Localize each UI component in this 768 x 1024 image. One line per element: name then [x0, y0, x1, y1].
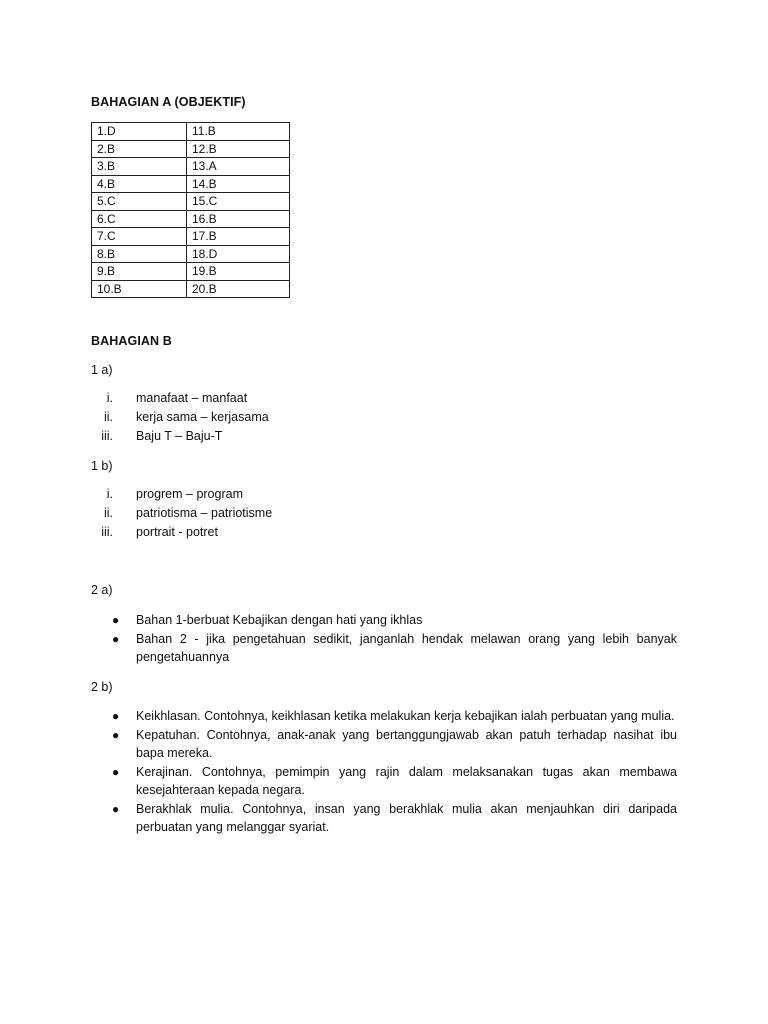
answer-cell: 6.C — [92, 210, 187, 228]
table-row — [92, 263, 290, 281]
section-b-title: BAHAGIAN B — [91, 334, 172, 348]
list-text: progrem – program — [136, 487, 243, 501]
table-row — [92, 280, 290, 298]
list-item — [91, 408, 691, 427]
objective-answer-table — [91, 122, 290, 298]
list-item — [91, 389, 691, 408]
question-2b-list — [108, 707, 677, 837]
section-a-title: BAHAGIAN A (OBJEKTIF) — [91, 95, 246, 109]
table-row — [92, 210, 290, 228]
list-text: patriotisma – patriotisme — [136, 506, 273, 520]
answer-cell: 13.A — [187, 158, 290, 176]
answer-cell: 3.B — [92, 158, 187, 176]
bullet-icon: ● — [112, 613, 120, 627]
table-row — [92, 123, 290, 141]
list-text: Bahan 2 - jika pengetahuan sedikit, janganlah hendak melawan orang yang lebih banyak pengetahuannya — [136, 631, 677, 664]
list-text: kerja sama – kerjasama — [136, 410, 269, 424]
list-number: i. — [106, 487, 113, 501]
question-1b-list — [91, 485, 691, 542]
list-number: iii. — [101, 525, 113, 539]
answer-cell: 16.B — [187, 210, 290, 228]
table-row — [92, 175, 290, 193]
question-2a-list — [108, 611, 677, 667]
list-item — [108, 726, 677, 763]
list-number: ii. — [103, 506, 113, 520]
answer-cell: 9.B — [92, 263, 187, 281]
list-text: Baju T – Baju-T — [136, 429, 223, 443]
question-2a-label: 2 a) — [91, 583, 113, 597]
bullet-icon: ● — [112, 709, 120, 723]
list-number: i. — [106, 391, 113, 405]
answer-cell: 11.B — [187, 123, 290, 141]
answer-cell: 1.D — [92, 123, 187, 141]
list-item — [108, 763, 677, 800]
list-item — [108, 707, 677, 726]
list-item — [91, 485, 691, 504]
answer-cell: 4.B — [92, 175, 187, 193]
list-item — [91, 427, 691, 446]
answer-cell: 18.D — [187, 245, 290, 263]
table-row — [92, 140, 290, 158]
list-text: manafaat – manfaat — [136, 391, 248, 405]
answer-cell: 14.B — [187, 175, 290, 193]
answer-cell: 19.B — [187, 263, 290, 281]
list-text: Bahan 1-berbuat Kebajikan dengan hati yang ikhlas — [136, 613, 423, 627]
list-text: portrait - potret — [136, 525, 218, 539]
bullet-icon: ● — [112, 801, 120, 816]
list-text: Kepatuhan. Contohnya, anak-anak yang bertanggungjawab akan patuh terhadap nasihat ibu bapa mereka. — [136, 727, 677, 760]
list-item — [108, 630, 677, 667]
list-item — [108, 800, 677, 837]
list-text: Berakhlak mulia. Contohnya, insan yang berakhlak mulia akan menjauhkan diri daripada perbuatan yang melanggar syariat. — [136, 801, 677, 834]
list-text: Keikhlasan. Contohnya, keikhlasan ketika melakukan kerja kebajikan ialah perbuatan yang mulia. — [136, 709, 675, 723]
question-1a-label: 1 a) — [91, 363, 113, 377]
answer-cell: 7.C — [92, 228, 187, 246]
question-1b-label: 1 b) — [91, 459, 113, 473]
answer-cell: 2.B — [92, 140, 187, 158]
question-1a-list — [91, 389, 691, 446]
list-item — [91, 523, 691, 542]
list-item — [108, 611, 677, 630]
table-row — [92, 193, 290, 211]
question-2b-label: 2 b) — [91, 680, 113, 694]
list-text: Kerajinan. Contohnya, pemimpin yang rajin dalam melaksanakan tugas akan membawa kesejahteraan kepada negara. — [136, 764, 677, 797]
bullet-icon: ● — [112, 764, 120, 779]
bullet-icon: ● — [112, 727, 120, 742]
table-row — [92, 245, 290, 263]
answer-cell: 12.B — [187, 140, 290, 158]
answer-cell: 5.C — [92, 193, 187, 211]
answer-cell: 17.B — [187, 228, 290, 246]
list-number: ii. — [103, 410, 113, 424]
answer-cell: 15.C — [187, 193, 290, 211]
table-row — [92, 158, 290, 176]
answer-cell: 20.B — [187, 280, 290, 298]
answer-cell: 8.B — [92, 245, 187, 263]
bullet-icon: ● — [112, 631, 120, 646]
answer-cell: 10.B — [92, 280, 187, 298]
table-row — [92, 228, 290, 246]
list-number: iii. — [101, 429, 113, 443]
list-item — [91, 504, 691, 523]
